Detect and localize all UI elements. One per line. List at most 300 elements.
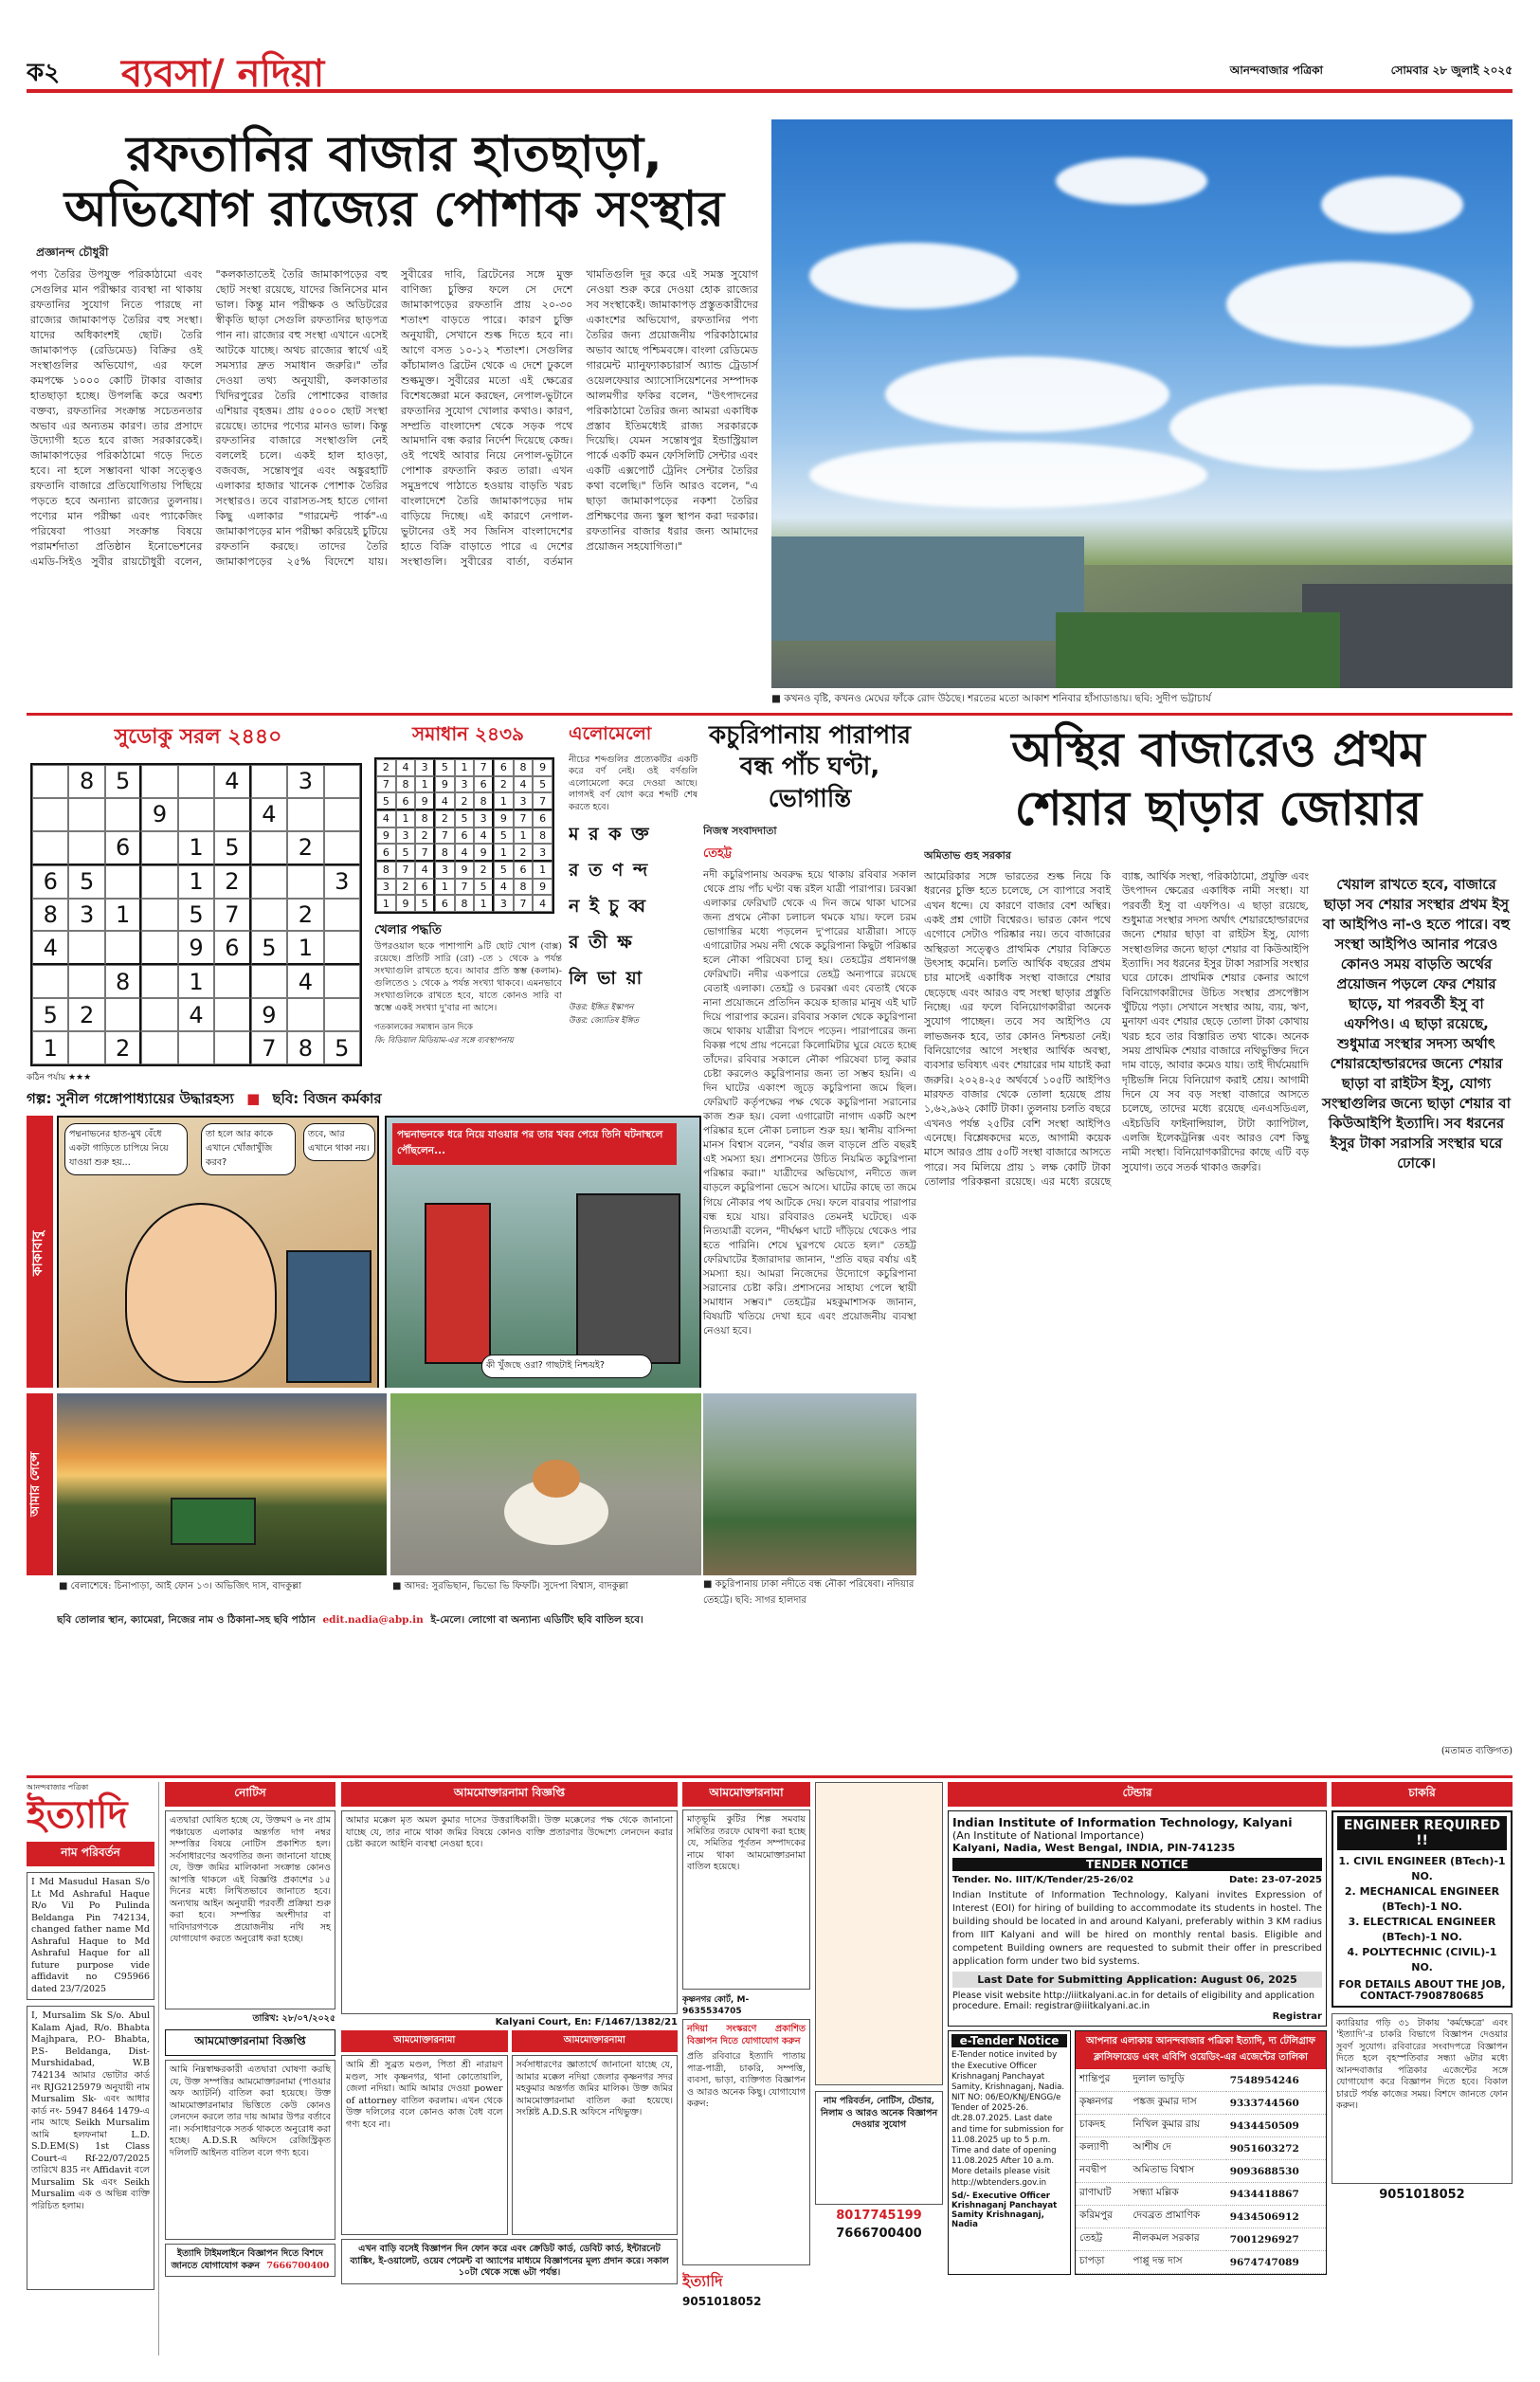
amg-body-3: আমি শ্রী সুব্রত মণ্ডল, পিতা শ্রী নারায়ণ মণ্ডল, সাং কৃষ্ণনগর, থানা কোতোয়ালি, জেলা নদিয়া। আমি আমার দেওয়া power of attorney বাতিল করলাম। এখন থেকে উক্ত দলিলের বলে কোনও কাজ বৈধ বলে গণ্য হবে না। [341, 2055, 508, 2235]
agent-row [1076, 2115, 1326, 2137]
sudoku-cell: 5 [68, 865, 104, 899]
amg-body-4: সর্বসাধারণের জ্ঞাতার্থে জানানো যাচ্ছে যে, আমার মক্কেল নদিয়া জেলার কৃষ্ণনগর সদর মহকুমার অন্তর্গত জমির মালিক। উক্ত জমির আমমোক্তারনামা বাতিল করা হয়েছে। সংশ্লিষ্ট A.D.S.R অফিসে নথিভুক্ত। [512, 2055, 679, 2235]
solution-cell: 2 [415, 827, 435, 845]
solution-cell: 7 [396, 862, 416, 879]
agent-row [1076, 2092, 1326, 2115]
sudoku-cell: 5 [324, 1031, 360, 1064]
solution-cell: 1 [494, 792, 514, 810]
sudoku-cell: 1 [178, 865, 214, 899]
agent-name: নীলকমল সরকার [1129, 2228, 1225, 2251]
job-list [1337, 1854, 1507, 1975]
story2-dateline: তেহট্ট [703, 846, 733, 861]
court-ref: Kalyani Court, En: F/1467/1382/21 [495, 2017, 678, 2027]
amg-title-3: আমমোক্তারনামা [341, 2030, 508, 2052]
notice-sign: তারিখ: ২৮/০৭/২০২৫ [252, 2013, 335, 2024]
solution-cell: 1 [514, 827, 534, 845]
agent-phone[interactable]: 9434506912 [1226, 2206, 1326, 2228]
masthead [27, 38, 1513, 93]
elomelo-ans2: উত্তর: জ্যোতিষ ইঙ্গিত [569, 1016, 639, 1027]
sudoku-cell: 6 [32, 865, 68, 899]
story2-body: নদী কচুরিপানায় অবরুদ্ধ হয়ে থাকায় রবিবার সকাল থেকে প্রায় পাঁচ ঘণ্টা বন্ধ রইল যাত্রী পারাপার। চরবক্সা এলাকার ফেরিঘাট থেকে এ দিন জমে থাকা ঘাসের জন্য প্রথমে নৌকা চলাচল থমকে যায়। ফলে চরম ভোগান্তির মধ্যে পড়লেন দু'পারের যাত্রীরা। সাড়ে এগারোটার সময় নদী থেকে কচুরিপানা কিছুটা পরিষ্কার হলে নৌকা পরিষেবা চালু হয়। তেহট্টের প্রধানগঞ্জ ফেরিঘাট। নদীর একপারে তেহট্ট অন্যপারে রয়েছে বেতাই এলাকা। তেহট্ট ও চরবক্সা এবং বেতাই থেকে নানা প্রয়োজনে প্রতিদিন কয়েক হাজার মানুষ এই ঘাট দিয়ে পারাপার করেন। রবিবার সকাল থেকে কচুরিপানা জমে থাকায় যাত্রীরা বিপদে পড়েন। পারাপারের জন্য বিকল্প পথে প্রায় পনেরো কিলোমিটার ঘুরে যেতে হচ্ছে তাঁদের। রবিবার সকালে নৌকা পরিষেবা চালু করার চেষ্টা করলেও কচুরিপানার জন্য তা সম্ভব হয়নি। এ দিন ঘাটের একাংশ জুড়ে কচুরিপানা জমে ছিল। ফেরিঘাট কর্তৃপক্ষের পক্ষ থেকে কচুরিপানা সরানোর কাজ শুরু হয়। বেলা এগারোটা নাগাদ একটি অংশ পরিষ্কার হলে নৌকা চলাচল শুরু হয়। স্থানীয় বাসিন্দা মানস বিশ্বাস বলেন, "বর্ষার জল বাড়লে প্রতি বছরই এই সমস্যা হয়। প্রশাসনের উচিত নিয়মিত কচুরিপানা পরিষ্কার করা।" যাত্রীদের অভিযোগ, নদীতে জল বাড়লে কচুরিপানা ভেসে আসে। ঘাটের কাছে তা জমে গিয়ে নৌকার পথ আটকে দেয়। ফলে বারবার পারাপার বন্ধ হয়ে যায়। রবিবারও তেমনই ঘটেছে। এক নিত্যযাত্রী বলেন, "দীর্ঘক্ষণ ঘাটে দাঁড়িয়ে থেকেও পার হতে পারিনি। শেষে ঘুরপথে যেতে হল।" তেহট্ট ফেরিঘাটের ইজারাদার জানান, "প্রতি বছর বর্ষায় এই সমস্যা হয়। আমরা নিজেদের উদ্যোগে কচুরিপানা সরানোর চেষ্টা করি। প্রশাসনের সাহায্য পেলে স্থায়ী সমাধান সম্ভব।" তেহট্টের মহকুমাশাসক জানান, বিষয়টি খতিয়ে দেখা হবে এবং প্রয়োজনীয় ব্যবস্থা নেওয়া হবে। [703, 868, 916, 1336]
phone-3[interactable]: 8017745199 [836, 2209, 922, 2223]
solution-cell: 9 [455, 862, 475, 879]
itadi-small: ইত্যাদি [682, 2272, 723, 2290]
solution-cell: 4 [474, 827, 494, 845]
sudoku-cell: 3 [324, 865, 360, 899]
sudoku-cell [141, 1031, 177, 1064]
sudoku-cell [178, 765, 214, 798]
sudoku-cell: 3 [287, 765, 323, 798]
story1-byline: প্রজ্ঞানন্দ চৌধুরী [36, 245, 109, 260]
story2 [703, 720, 916, 1455]
solution-cell: 8 [514, 879, 534, 896]
solution-cell: 2 [396, 879, 416, 896]
classified-col-e [815, 1782, 943, 2355]
phone-2[interactable]: 9051018052 [682, 2295, 762, 2308]
elomelo-intro: নীচের শব্দগুলির প্রত্যেকটির একটি করে বর্ণ নেই। ওই বর্ণগুলি এলোমেলো করে দেওয়া আছে। লাগসই বর্ণ যোগ করে শব্দটি শেষ করতে হবে। [569, 755, 698, 812]
sudoku-cell: 5 [178, 899, 214, 932]
sudoku-cell: 8 [32, 899, 68, 932]
tender-web: Please visit website http://iiitkalyani.ac.in for details of eligibility and application procedure. Email: registrar@iiitkalyani.ac.in [952, 1991, 1315, 2012]
sudoku-title: সুডোকু সরল ২৪৪০ [114, 725, 282, 749]
photo-sky-road [771, 119, 1513, 688]
lens-send-text2: ই-মেলে। লোগো বা অন্যান্য এডিটিং ছবি বাতিল হবে। [430, 1614, 643, 1626]
sudoku-cell: 2 [68, 998, 104, 1031]
solution-cell: 8 [415, 810, 435, 827]
solution-cell: 8 [396, 776, 416, 793]
sudoku-cell: 8 [105, 965, 141, 998]
etender-sign: Sd/- Executive Officer Krishnaganj Panchayat Samity Krishnaganj, Nadia [951, 2191, 1058, 2229]
elomelo-word: ম র ক ক্ত [569, 824, 651, 846]
agent-phone[interactable]: 9093688530 [1226, 2160, 1326, 2183]
sudoku-cell [324, 798, 360, 831]
agent-place: চাপড়া [1076, 2251, 1129, 2274]
story2-byline: নিজস্ব সংবাদদাতা [703, 824, 777, 837]
sudoku-cell [324, 899, 360, 932]
name-change-title: নাম পরিবর্তন [27, 1842, 154, 1866]
solution-cell: 6 [376, 844, 396, 862]
agent-place: রাণাঘাট [1076, 2183, 1129, 2206]
solution-cell: 5 [396, 844, 416, 862]
sudoku-cell: 7 [251, 1031, 287, 1064]
solution-cell: 3 [396, 827, 416, 845]
solution-cell: 2 [514, 844, 534, 862]
solution-cell: 9 [435, 776, 455, 793]
story2-headline: কচুরিপানায় পারাপার বন্ধ পাঁচ ঘণ্টা, ভোগান্তি [708, 721, 912, 813]
story3-body: আমেরিকার সঙ্গে ভারতের শুল্ক নিয়ে কি ধরনের চুক্তি হতে চলেছে, সে ব্যাপারে সবাই এখন ধন্দে। যে কারণে বাজার বেশ অস্থির। একই প্রশ্ন গোটা বিশ্বেরও। ভারত কোন পথে এগোবে সেটাও পরিষ্কার নয়। তবে বাজারের অস্থিরতা সত্ত্বেও প্রাথমিক শেয়ার বিক্রিতে উৎসাহ কমেনি। চলতি আর্থিক বছরের প্রথম চার মাসেই একাধিক সংস্থা বাজারে শেয়ার ছেড়েছে এবং আরও বহু সংস্থা ছাড়ার প্রস্তুতি নিচ্ছে। এর ফলে বিনিয়োগকারীরা অনেক সুযোগ পাচ্ছেন। তবে সব আইপিও যে লাভজনক হবে, তার কোনও নিশ্চয়তা নেই। বিনিয়োগের আগে সংস্থার আর্থিক অবস্থা, ব্যবসার ভবিষ্যৎ এবং শেয়ারের দাম যাচাই করা জরুরি। ২০২৪-২৫ অর্থবর্ষে ১০৫টি আইপিও মারফত বাজার থেকে তোলা হয়েছে প্রায় ১,৬২,৯৬২ কোটি টাকা। তুলনায় চলতি বছরে এখনও পর্যন্ত ২৫টির বেশি সংস্থা আইপিও এনেছে। বিশ্লেষকদের মতে, আগামী কয়েক মাসে আরও প্রায় ৫০টি সংস্থা বাজারে আসতে পারে। সব মিলিয়ে প্রায় ১ লক্ষ কোটি টাকা তোলার পরিকল্পনা রয়েছে। এর মধ্যে রয়েছে ব্যাঙ্ক, আর্থিক সংস্থা, পরিকাঠামো, প্রযুক্তি এবং উৎপাদন ক্ষেত্রের একাধিক নামী সংস্থা। যা পরবর্তী ইসু বা এফপিও। এ ছাড়া রয়েছে, শুধুমাত্র সংস্থার সদস্য অর্থাৎ শেয়ারহোল্ডারদের জন্যে শেয়ার ছাড়া বা রাইটস ইসু, যোগ্য সংস্থাগুলির জন্যে ছাড়া শেয়ার বা কিউআইপি ইত্যাদি। সব ধরনের ইসুর টাকা সরাসরি সংস্থার ঘরে ঢোকে। প্রাথমিক শেয়ার কেনার আগে বিনিয়োগকারীদের উচিত সংস্থার প্রসপেক্টাস খুঁটিয়ে পড়া। সেখানে সংস্থার আয়, ব্যয়, ঋণ, মুনাফা এবং শেয়ার ছেড়ে তোলা টাকা কোথায় খরচ হবে তার বিস্তারিত তথ্য থাকে। অনেক সময় প্রাথমিক শেয়ার বাজারে নথিভুক্তির দিনে দাম বাড়ে, আবার কমেও যায়। তাই দীর্ঘমেয়াদি দৃষ্টিভঙ্গি নিয়ে বিনিয়োগ করাই শ্রেয়। আগামী দিনে যে সব বড় সংস্থা বাজারে আসতে চলেছে, তাদের মধ্যে রয়েছে এনএসডিএল, এইচডিবি ফাইনান্সিয়াল, টাটা ক্যাপিটাল, এলজি ইলেকট্রনিক্স এবং আরও বেশ কিছু নামী সংস্থা। বিনিয়োগকারীদের কাছে এটি বড় সুযোগ। তবে সতর্ক থাকাও জরুরি। [924, 870, 1309, 1188]
sudoku-cell [68, 931, 104, 965]
job-section [1332, 1782, 1513, 2355]
solution-cell: 2 [474, 862, 494, 879]
lens-email-link[interactable]: edit.nadia@abp.in [322, 1614, 424, 1626]
solution-credit: কি: বিডিয়াল মিডিয়াম-এর সঙ্গে ব্যবস্থাপনায় [374, 1035, 514, 1046]
solution-cell: 4 [435, 792, 455, 810]
solution-cell: 1 [533, 862, 553, 879]
lens-caption-2: ■ আদর: সুরভিছান, ভিভো ভি ফিফটি। সুদেপা বিশ্বাস, বাদকুল্লা [392, 1581, 628, 1591]
agent-phone[interactable]: 7548954246 [1226, 2069, 1326, 2092]
comic-side-label: কাকাবাবু [27, 1116, 53, 1388]
agent-name: পঙ্কজ কুমার দাস [1129, 2092, 1225, 2115]
story3-headline-line1: অস্থির বাজারেও প্রথম [1011, 722, 1425, 777]
sudoku-cell [287, 998, 323, 1031]
amg-title-2: আমমোক্তারনামা বিজ্ঞপ্তি [341, 1782, 678, 1807]
solution-cell: 7 [455, 879, 475, 896]
sudoku-cell [32, 798, 68, 831]
story1 [27, 102, 762, 709]
tender-body: Indian Institute of Information Technology, Kalyani invites Expression of Interest (EOI) for hiring of building to accommodate its students in hostel. The building should be located in and around Kalyani, preferably within 3 KM radius from IIIT Kalyani and will be hired on monthly rental basis. Eligible and competent Building owners are requested to submit their offer in prescribed application form under two bid systems. [952, 1890, 1322, 1967]
sudoku-cell: 2 [214, 865, 250, 899]
solution-cell: 7 [474, 759, 494, 776]
story3-byline: অমিতাভ গুহ সরকার [924, 849, 1011, 862]
classified-col-d [682, 1782, 810, 2355]
sudoku-cell: 9 [178, 931, 214, 965]
job-promo: ক্যারিয়ার গড়ি ৩১ টাকায় 'কর্মক্ষেত্রে' এবং 'ইত্যাদি'-র চাকরি বিভাগে বিজ্ঞাপন দেওয়ার সুবর্ণ সুযোগ। রবিবারের সংবাদপত্রে বিজ্ঞাপন দিতে হলে বৃহস্পতিবার সন্ধ্যা ৬টার মধ্যে আনন্দবাজার পত্রিকার এজেন্টের সঙ্গে যোগাযোগ করে বিজ্ঞাপন দিতে হবে। বিকাল চারটে পর্যন্ত কাজের সময়। বিশদে জানতে ফোন করুন। [1332, 2013, 1513, 2184]
story2-caption: ■ কচুরিপানায় ঢাকা নদীতে বন্ধ নৌকা পরিষেবা। নদিয়ার তেহট্টে। ছবি: সাগর হালদার [703, 1579, 915, 1606]
job-contact: FOR DETAILS ABOUT THE JOB, CONTACT-7908780685 [1338, 1978, 1506, 2002]
sudoku-cell [32, 831, 68, 865]
sudoku-cell [141, 931, 177, 965]
solution-cell: 4 [396, 759, 416, 776]
solution-cell: 9 [494, 810, 514, 827]
solution-cell: 6 [415, 879, 435, 896]
tender-section [948, 1782, 1327, 2355]
lens-side-label: আমার লেন্সে [27, 1393, 53, 1575]
agent-place: করিমপুর [1076, 2206, 1129, 2228]
etender-body: E-Tender notice invited by the Executive Officer Krishnaganj Panchayat Samity, Krishnaganj, Nadia. NIT NO: 06/EO/KNJ/ENGG/e Tender of 2025-26. dt.28.07.2025. Last date and time for submission for 11.08.2025 up to 5 p.m. Time and date of opening 11.08.2025 After 10 a.m. More details please visit http://wbtenders.gov.in [951, 2050, 1065, 2188]
sudoku-cell: 3 [68, 899, 104, 932]
solution-cell: 8 [435, 844, 455, 862]
job-title: চাকরি [1332, 1782, 1513, 1807]
solution-cell: 9 [474, 844, 494, 862]
sudoku-cell: 4 [251, 798, 287, 831]
sudoku-cell [178, 798, 214, 831]
classified-col-c [341, 1782, 678, 2355]
sudoku-cell [324, 965, 360, 998]
solution-cell: 3 [474, 810, 494, 827]
solution-cell: 3 [494, 895, 514, 912]
sudoku-cell [178, 1031, 214, 1064]
solution-cell: 6 [455, 827, 475, 845]
solution-title: সমাধান ২৪৩৯ [412, 722, 524, 745]
sudoku-cell: 4 [178, 998, 214, 1031]
divider-2 [27, 1775, 1513, 1778]
agent-name: পাপ্পু দন্ত দাস [1129, 2251, 1225, 2274]
sudoku-cell [141, 831, 177, 865]
sudoku-cell: 2 [287, 831, 323, 865]
agent-name: আশীষ দে [1129, 2137, 1225, 2160]
sudoku-cell [251, 899, 287, 932]
solution-section [374, 720, 562, 1081]
ad-promo-body: প্রতি রবিবারে ইত্যাদি পাতায় পাত্র-পাত্রী, চাকরি, সম্পত্তি, ব্যবসা, ভাড়া, ব্যক্তিগত বিজ্ঞাপন ও আরও অনেক কিছু। যোগাযোগ করুন: [687, 2051, 806, 2110]
solution-cell: 9 [415, 792, 435, 810]
elomelo-word: লি ভা য়া [569, 968, 644, 990]
solution-cell: 8 [514, 759, 534, 776]
sudoku-cell: 5 [251, 931, 287, 965]
story3-pullquote: খেয়াল রাখতে হবে, বাজারে ছাড়া সব শেয়ার সংস্থার প্রথম ইসু বা আইপিও না-ও হতে পারে। বহু সংস্থা আইপিও আনার পরেও কোনও সময় বাড়তি অর্থের প্রয়োজন পড়লে ফের শেয়ার ছাড়ে, যা পরবর্তী ইসু বা এফপিও। এ ছাড়া রয়েছে, শুধুমাত্র সংস্থার সদস্য অর্থাৎ শেয়ারহোল্ডারদের জন্যে শেয়ার ছাড়া বা রাইটস ইসু, যোগ্য সংস্থাগুলির জন্যে ছাড়া শেয়ার বা কিউআইপি ইত্যাদি। সব ধরনের ইসুর টাকা সরাসরি সংস্থার ঘরে ঢোকে। [1322, 876, 1511, 1172]
amg-body-2: আমার মক্কেল মৃত অমল কুমার দাসের উত্তরাধিকারী। উক্ত মক্কেলের পক্ষ থেকে জানানো যাচ্ছে যে, তার নামে থাকা জমির বিষয়ে কোনও ব্যক্তি প্রতারণার উদ্দেশ্যে লেনদেন করার চেষ্টা করলে আইনি ব্যবস্থা নেওয়া হবে। [341, 1810, 678, 2014]
comic-bubble-4: পদ্মনাভনকে ধরে নিয়ে যাওয়ার পর তার খবর পেয়ে তিনি ঘটনাস্থলে পৌঁছলেন... [392, 1123, 677, 1165]
solution-cell: 6 [396, 792, 416, 810]
sudoku-cell [141, 965, 177, 998]
solution-cell: 8 [455, 895, 475, 912]
sudoku-cell: 1 [287, 931, 323, 965]
solution-cell: 5 [415, 895, 435, 912]
amg-body: আমি নিম্নস্বাক্ষরকারী এতদ্বারা ঘোষণা করছি যে, উক্ত সম্পত্তির আমমোক্তারনামা (পাওয়ার অফ অ্যাটর্নি) বাতিল করা হয়েছে। উক্ত আমমোক্তারনামার ভিত্তিতে কেউ কোনও লেনদেন করলে তার দায় আমার উপর বর্তাবে না। সর্বসাধারণকে সতর্ক থাকতে অনুরোধ করা হচ্ছে। A.D.S.R অফিসে রেজিস্ট্রিকৃত দলিলটি আইনত বাতিল বলে গণ্য হবে। [165, 2060, 335, 2240]
sudoku-cell [214, 1031, 250, 1064]
phone-5[interactable]: 9051018052 [1379, 2187, 1465, 2202]
sudoku-cell [141, 998, 177, 1031]
agent-phone[interactable]: 9333744560 [1226, 2092, 1326, 2115]
comic-bubble-3: তবে, আর এখানে থাকা নয়। [303, 1123, 375, 1161]
elomelo-word: র তী ক্ষ [569, 932, 634, 954]
date-line: সোমবার ২৮ জুলাই ২০২৫ [1390, 64, 1513, 77]
solution-cell: 3 [435, 862, 455, 879]
agent-place: নবদ্বীপ [1076, 2160, 1129, 2183]
job-item: 4. POLYTECHNIC (CIVIL)-1 NO. [1347, 1945, 1497, 1973]
agent-phone[interactable]: 9674747089 [1226, 2251, 1326, 2274]
solution-cell: 4 [533, 895, 553, 912]
solution-cell: 2 [455, 792, 475, 810]
elomelo-word: র ত ণ ন্দ [569, 860, 650, 882]
solution-cell: 1 [376, 895, 396, 912]
lens-section [27, 1393, 701, 1602]
amg-title-4: আমমোক্তারনামা [512, 2030, 679, 2052]
phone-1[interactable]: 7666700400 [266, 2260, 330, 2271]
solution-cell: 5 [533, 776, 553, 793]
agent-name: সন্ধ্যা মল্লিক [1129, 2183, 1225, 2206]
sudoku-cell: 4 [214, 765, 250, 798]
sudoku-cell [68, 965, 104, 998]
solution-cell: 2 [494, 776, 514, 793]
comic-strip: গল্প: সুনীল গঙ্গোপাধ্যায়ের উদ্ধারহস্য ■ ছবি: বিজন কর্মকার কাকাবাবু পদ্মনাভনের হাত-মুখ বেঁধে একটা গাড়িতে চাপিয়ে নিয়ে যাওয়া শুরু হয়... তা হলে আর কাকে এখানে খোঁজাখুঁজি করব? তবে, আর এখানে থাকা নয়। পদ্মনাভনকে ধরে নিয়ে যাওয়ার পর তার খবর পেয়ে তিনি ঘটনাস্থলে পৌঁছলেন... কী খুঁজছে ওরা? গাছটাই নিশ্চয়ই? [27, 1088, 701, 1388]
sudoku-cell [32, 965, 68, 998]
iiit-name: Indian Institute of Information Technology, Kalyani [952, 1815, 1293, 1829]
agent-row [1076, 2251, 1326, 2274]
sudoku-grid [30, 763, 362, 1066]
agent-row [1076, 2228, 1326, 2251]
tender-title: টেন্ডার [948, 1782, 1327, 1807]
sudoku-cell [141, 865, 177, 899]
lawyer-contact: কৃষ্ণনগর কোর্ট, M- 9635534705 [682, 1995, 750, 2016]
page-number: ক২ [27, 59, 61, 87]
comic-bubble-1: পদ্মনাভনের হাত-মুখ বেঁধে একটা গাড়িতে চাপিয়ে নিয়ে যাওয়া শুরু হয়... [64, 1123, 188, 1175]
sudoku-section [27, 720, 370, 1081]
solution-cell: 3 [455, 776, 475, 793]
story2-photo [703, 1393, 916, 1575]
solution-cell: 5 [494, 862, 514, 879]
sudoku-cell: 4 [32, 931, 68, 965]
solution-cell: 2 [435, 810, 455, 827]
agent-table [1076, 2069, 1326, 2274]
sudoku-cell: 2 [287, 899, 323, 932]
elomelo-title: এলোমেলো [569, 723, 652, 744]
iiit-addr: Kalyani, Nadia, West Bengal, INDIA, PIN-741235 [952, 1842, 1236, 1854]
sudoku-rule-note: গতকালকের সমাধান ডান দিকে [374, 1022, 473, 1032]
agent-row [1076, 2160, 1326, 2183]
sudoku-cell [287, 865, 323, 899]
solution-cell: 2 [376, 759, 396, 776]
sudoku-cell: 1 [105, 899, 141, 932]
elomelo-word: ন ই চু ব্ব [569, 896, 648, 918]
sudoku-cell [105, 865, 141, 899]
section-title: ব্যবসা/ নদিয়া [121, 52, 325, 93]
sudoku-cell [32, 765, 68, 798]
classified-brand: ইত্যাদি [27, 1793, 128, 1837]
solution-cell: 3 [376, 879, 396, 896]
sudoku-cell: 5 [105, 765, 141, 798]
solution-cell: 4 [455, 844, 475, 862]
tender-date: Date: 23-07-2025 [1228, 1875, 1322, 1885]
solution-cell: 7 [435, 827, 455, 845]
solution-cell: 6 [494, 759, 514, 776]
sudoku-cell: 4 [287, 965, 323, 998]
tender-notice: TENDER NOTICE [952, 1858, 1322, 1871]
sudoku-cell [68, 831, 104, 865]
agent-name: নিখিল কুমার রায় [1129, 2115, 1225, 2137]
sudoku-cell: 6 [214, 931, 250, 965]
method-body: উপরওয়াল ছকে পাশাপাশি ৯টি ছোট খোপ (বাক্স) রয়েছে। প্রতিটি সারি (রো) -তে ১ থেকে ৯ পর্যন্ত সংখ্যাগুলি রাখতে হবে। আবার প্রতি স্তম্ভ (কলাম)-গুলিতেও ১ থেকে ৯ পর্যন্ত সংখ্যা থাকবে। এমনভাবে সংখ্যাগুলিকে রাখতে হবে, যাতে কোনও সারি বা স্তম্ভে একই সংখ্যা দু'বার না আসে। [374, 941, 562, 1013]
solution-cell: 4 [415, 862, 435, 879]
sudoku-cell [68, 798, 104, 831]
col-e-box [815, 1782, 943, 2085]
solution-cell: 5 [376, 792, 396, 810]
story3 [924, 720, 1513, 1773]
solution-cell: 9 [396, 895, 416, 912]
classified-col-a [27, 1782, 159, 2355]
solution-cell: 5 [435, 759, 455, 776]
elomelo-section [569, 720, 698, 1081]
story3-headline [924, 720, 1513, 838]
solution-cell: 1 [455, 759, 475, 776]
solution-cell: 5 [474, 879, 494, 896]
sudoku-cell [105, 998, 141, 1031]
tender-deadline: Last Date for Submitting Application: August 06, 2025 [952, 1972, 1322, 1988]
nam-paribartan-box: নাম পরিবর্তন, নোটিস, টেন্ডার, নিলাম ও আরও অনেক বিজ্ঞাপন দেওয়ার সুযোগ [815, 2091, 943, 2205]
name-change-2: I, Mursalim Sk S/o. Abul Kalam Ajad, R/o. Bhabta Majhpara, P.O- Bhabta, P.S- Beldanga, Dist-Murshidabad, W.B 742134 আমার ভোটার কার্ড নং RJG2125979 অনুযায়ী নাম Mursalim Sk- এবং আধার কার্ড নং- 5947 8464 1479-এ নাম আছে Seikh Mursalim আমি হলফনামা L.D. S.D.EM(S) 1st Class Court-এ Rf-22/07/2025 তারিখে 835 নং Affidavit বলে Mursalim Sk এবং Seikh Mursalim এক ও অভিন্ন ব্যক্তি পরিচিত হলাম। [27, 2006, 154, 2290]
solution-cell: 3 [514, 792, 534, 810]
comic-bubble-5: কী খুঁজছে ওরা? গাছটাই নিশ্চয়ই? [481, 1355, 652, 1378]
sudoku-cell [324, 765, 360, 798]
solution-cell: 1 [435, 879, 455, 896]
agent-place: চাকদহ [1076, 2115, 1129, 2137]
sudoku-cell: 9 [141, 798, 177, 831]
ad-promo-title: নদিয়া সংস্করণে প্রকাশিত বিজ্ঞাপন দিতে যোগাযোগ করুন [687, 2024, 806, 2046]
job-item: 3. ELECTRICAL ENGINEER (BTech)-1 NO. [1348, 1915, 1496, 1943]
divider-1 [27, 713, 1513, 716]
agent-name: দেবব্রত প্রামাণিক [1129, 2206, 1225, 2228]
classified-col-b [165, 1782, 335, 2355]
sudoku-cell: 2 [105, 1031, 141, 1064]
comic-panel-2 [385, 1116, 701, 1388]
story1-headline-line1: রফতানির বাজার হাতছাড়া, [126, 126, 662, 183]
sudoku-cell [105, 798, 141, 831]
amg-title: আমমোক্তারনামা বিজ্ঞপ্তি [165, 2029, 335, 2056]
job-item: 2. MECHANICAL ENGINEER (BTech)-1 NO. [1344, 1884, 1500, 1913]
bottom-note-left: ইত্যাদি টাইমলাইনে বিজ্ঞাপন দিতে বিশদে জানতে যোগাযোগ করুন [171, 2248, 323, 2271]
lens-send-text: ছবি তোলার স্থান, ক্যামেরা, নিজের নাম ও ঠিকানা-সহ ছবি পাঠান [57, 1614, 316, 1626]
sudoku-cell [214, 965, 250, 998]
agent-name: অমিতাভ বিশ্বাস [1129, 2160, 1225, 2183]
agent-place: শান্তিপুর [1076, 2069, 1129, 2092]
agent-place: কৃষ্ণনগর [1076, 2092, 1129, 2115]
solution-cell: 9 [376, 827, 396, 845]
solution-cell: 4 [514, 776, 534, 793]
dir-title: আমমোক্তারনামা [682, 1782, 810, 1807]
method-title: খেলার পদ্ধতি [374, 923, 442, 937]
solution-grid [374, 757, 554, 914]
agent-phone[interactable]: 7001296927 [1226, 2228, 1326, 2251]
solution-cell: 4 [376, 810, 396, 827]
solution-cell: 6 [533, 810, 553, 827]
story1-headline [27, 102, 762, 237]
agent-place: তেহট্ট [1076, 2228, 1129, 2251]
solution-cell: 8 [474, 792, 494, 810]
bottom-note: এখন বাড়ি বসেই বিজ্ঞাপন দিন ফোন করে এবং ক্রেডিট কার্ড, ডেবিট কার্ড, ইন্টারনেট ব্যাঙ্কিং, ই-ওয়ালেট, ওয়েব পেমেন্ট বা অ্যাপের মাধ্যমে বিজ্ঞাপনের মূল্য প্রদান করে। সকাল ১০টা থেকে সন্ধে ৬টা পর্যন্ত। [341, 2239, 678, 2284]
solution-cell: 9 [533, 879, 553, 896]
comic-panel-1 [57, 1116, 379, 1388]
agent-title: আপনার এলাকায় আনন্দবাজার পত্রিকা ইত্যাদি, দ্য টেলিগ্রাফ ক্লাসিফায়েড এবং এবিপি ওয়েডিং-এর এজেন্টের তালিকা [1076, 2031, 1326, 2069]
solution-cell: 3 [533, 844, 553, 862]
solution-cell: 9 [533, 759, 553, 776]
agent-name: দুলাল ভাদুড়ি [1129, 2069, 1225, 2092]
ad-promo [682, 2019, 810, 2265]
lens-photo-2 [390, 1393, 701, 1575]
sudoku-cell [251, 965, 287, 998]
lens-send-note [57, 1613, 929, 1628]
solution-cell: 8 [533, 827, 553, 845]
solution-cell: 7 [514, 810, 534, 827]
solution-cell: 1 [494, 844, 514, 862]
phone-4[interactable]: 7666700400 [836, 2227, 922, 2241]
sudoku-cell: 5 [214, 831, 250, 865]
sudoku-cell: 8 [287, 1031, 323, 1064]
etender-title: e-Tender Notice [951, 2034, 1067, 2047]
job-item: 1. CIVIL ENGINEER (BTech)-1 NO. [1338, 1855, 1506, 1882]
dir-body: মাতৃভূমি কুটির শিল্প সমবায় সমিতির তরফে ঘোষণা করা হচ্ছে যে, সমিতির পূর্বতন সম্পাদকের নামে থাকা আমমোক্তারনামা বাতিল হয়েছে। [682, 1809, 810, 1990]
comic-title: গল্প: সুনীল গঙ্গোপাধ্যায়ের উদ্ধারহস্য [27, 1090, 234, 1107]
sudoku-cell: 5 [32, 998, 68, 1031]
solution-cell: 1 [474, 895, 494, 912]
sudoku-level: কঠিন পর্যায় ★★★ [27, 1073, 92, 1081]
solution-cell: 7 [514, 895, 534, 912]
agent-phone[interactable]: 9051603272 [1226, 2137, 1326, 2160]
sudoku-cell: 8 [68, 765, 104, 798]
sudoku-cell [251, 865, 287, 899]
elomelo-words [569, 821, 698, 995]
sudoku-cell [141, 765, 177, 798]
solution-cell: 5 [494, 827, 514, 845]
solution-cell: 8 [376, 862, 396, 879]
solution-cell: 6 [514, 862, 534, 879]
sudoku-cell [287, 798, 323, 831]
agent-phone[interactable]: 9434450509 [1226, 2115, 1326, 2137]
solution-cell: 1 [396, 810, 416, 827]
lens-photo-1 [57, 1393, 387, 1575]
sudoku-cell: 6 [105, 831, 141, 865]
agent-row [1076, 2183, 1326, 2206]
lens-caption-1: ■ বেলাশেষে: চিনাপাড়া, আই ফোন ১৩। অভিজিৎ দাস, বাদকুল্লা [59, 1581, 302, 1591]
solution-cell: 7 [533, 792, 553, 810]
sudoku-cell [214, 798, 250, 831]
solution-cell: 1 [415, 776, 435, 793]
story1-body: পণ্য তৈরির উপযুক্ত পরিকাঠামো এবং সেগুলির মান পরীক্ষার ব্যবস্থা না থাকায় রফতানির সুযোগ নিতে পারছে না রাজ্যের জামাকাপড় তৈরির বহু সংস্থা। যাদের অধিকাংশই ছোট। তৈরি জামাকাপড় (রেডিমেড) বিক্রির ওই সংস্থাগুলির অভিযোগ, এর ফলে কমপক্ষে ১০০০ কোটি টাকার বাজার হাতছাড়া হচ্ছে। উপলব্ধি করে অবশ্য বক্তব্য, রফতানির সংক্রান্ত সচেতনতার অভাব এর অন্যতম কারণ। তার প্রসাদে উদ্যোগী হতে হবে রাজ্য সরকারকেই। জামাকাপড়ের পরিকাঠামো গড়ে দিতে হবে। না হলে সম্ভাবনা থাকা সত্ত্বেও রফতানি বাজারে প্রতিযোগিতায় পিছিয়ে পড়তে হবে অন্যান্য রাজ্যের তুলনায়। পণ্যের মান পরীক্ষা এবং প্যাকেজিং পরিষেবা পাওয়া সংক্রান্ত বিষয়ে পরামর্শদাতা প্রতিষ্ঠান ইনোভেশনের এমডি-সিইও সুবীর রায়চৌধুরী বলেন, "কলকাতাতেই তৈরি জামাকাপড়ের বহু ছোট সংস্থা রয়েছে, যাদের জিনিসের মান ভাল। কিন্তু মান পরীক্ষক ও অডিটরের স্বীকৃতি ছাড়া সেগুলি রফতানির ছাড়পত্র পান না। রাজ্যের বহু সংস্থা এখানে এসেই আটকে যাচ্ছে। অথচ রাজ্যের স্বার্থে এই সমস্যার দ্রুত সমাধান জরুরি।" তাঁর দেওয়া তথ্য অনুযায়ী, কলকাতার খিদিরপুরের তৈরি পোশাকের বাজার এশিয়ার বৃহত্তম। প্রায় ৫০০০ ছোট সংস্থা রয়েছে। তাদের পণ্যের মানও ভাল। কিন্তু রফতানির বাজারে সংস্থাগুলি নেই বললেই চলে। একই হাল হাওড়া, বজবজ, সন্তোষপুর এবং অঙ্কুরহাটি এলাকার হাজার খানেক পোশাক তৈরির সংস্থারও। তবে বারাসত-সহ হাতে গোনা কিছু এলাকার "গারমেন্ট পার্ক"-এ জামাকাপড়ের মান পরীক্ষা করিয়েই চুটিয়ে রফতানি করছে। তাদের তৈরি জামাকাপড়ের ২৫% বিদেশে যায়। সুবীরের দাবি, ব্রিটেনের সঙ্গে মুক্ত বাণিজ্য চুক্তির ফলে সে দেশে জামাকাপড়ের রফতানি প্রায় ২০-৩০ শতাংশ বাড়তে পারে। কারণ চুক্তি অনুযায়ী, সেখানে শুল্ক দিতে হবে না। আগে বসত ১০-১২ শতাংশ। সেগুলির কাঁচামালও ব্রিটেন থেকে এ দেশে ঢুকলে শুল্কমুক্ত। সুবীরের মতো এই ক্ষেত্রের বিশেষজ্ঞেরা মনে করছেন, নেপাল-ভুটানে রফতানির সুযোগ খোলার কথাও। কারণ, সম্প্রতি বাংলাদেশ থেকে সড়ক পথে আমদানি বন্ধ করার নির্দেশ দিয়েছে কেন্দ্র। ওই পথেই আবার নিয়ে নেপাল-ভুটানে পোশাক রফতানি করত তারা। এখন সমুদ্রপথে পাঠাতে হওয়ায় বাড়তি খরচ বাংলাদেশে তৈরি জামাকাপড়ের দাম বাড়িয়ে দিচ্ছে। এই কারণে নেপাল-ভুটানের ওই সব জিনিস বাংলাদেশের হাতে বিক্রি বাড়াতে পারে এ দেশের সংস্থাগুলি। সুবীরের বার্তা, বর্তমান খামতিগুলি দূর করে এই সমস্ত সুযোগ নেওয়া শুরু করে দেওয়া হোক রাজ্যের সব সংস্থাকেই। জামাকাপড় প্রস্তুতকারীদের একাংশের অভিযোগ, রফতানির পণ্য তৈরির জন্য প্রয়োজনীয় পরিকাঠামোর অভাব আছে পশ্চিমবঙ্গে। বাংলা রেডিমেড গারমেন্ট ম্যানুফ্যাকচারার্স অ্যান্ড ট্রেডার্স ওয়েলফেয়ার অ্যাসোসিয়েশনের সম্পাদক আলমগীর ফকির বলেন, "উৎপাদনের পরিকাঠামো তৈরির জন্য আমরা একাধিক প্রস্তাব ইতিমধ্যেই রাজ্য সরকারকে দিয়েছি। যেমন সন্তোষপুর ইন্ডাস্ট্রিয়াল পার্কে একটি কমন ফেসিলিটি সেন্টার এবং একটি এক্সপোর্ট ট্রেনিং সেন্টার তৈরির কথা বলেছি।" তিনি আরও বলেন, "এ ছাড়া জামাকাপড়ের নকশা তৈরির প্রশিক্ষণের জন্য স্কুল স্থাপন করা দরকার। রফতানির বাজার ধরার জন্য আমাদের প্রয়োজন সহযোগিতা।" [30, 268, 758, 568]
agent-phone[interactable]: 9434418867 [1226, 2183, 1326, 2206]
story3-headline-line2: শেয়ার ছাড়ার জোয়ার [1014, 781, 1422, 836]
sudoku-cell [324, 831, 360, 865]
name-change-1: I Md Masudul Hasan S/o Lt Md Ashraful Haque R/o Vil Po Pulinda Beldanga Pin 742134, changed father name Md Ashraful Haque to Md Ashraful Haque for all future purpose vide affidavit no C95966 dated 23/7/2025 [27, 1872, 154, 2000]
sudoku-cell [105, 931, 141, 965]
story1-headline-line2: অভিযোগ রাজ্যের পোশাক সংস্থার [63, 181, 725, 239]
